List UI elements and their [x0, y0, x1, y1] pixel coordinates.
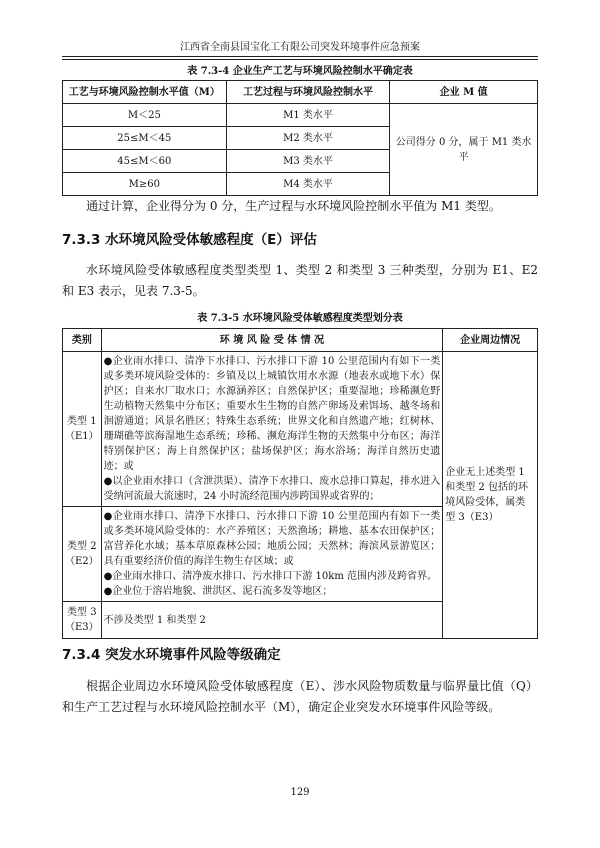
section-heading-7-3-3: 7.3.3 水环境风险受体敏感程度（E）评估	[62, 232, 317, 248]
table1-cell: M4 类水平	[226, 173, 390, 196]
table1-col2-header: 工艺过程与环境风险控制水平	[226, 81, 390, 104]
section-heading-7-3-4: 7.3.4 突发水环境事件风险等级确定	[62, 647, 281, 663]
e2-bullet-3: ●企业位于溶岩地貌、泄洪区、泥石流多发等地区；	[103, 586, 333, 597]
table2-surroundings-cell: 企业无上述类型 1 和类型 2 包括的环境风险受体，属类型 3（E3）	[443, 352, 538, 639]
paragraph-2: 水环境风险受体敏感程度类型类型 1、类型 2 和类型 3 三种类型，分别为 E1、E2 和 E3 表示，见表 7.3-5。	[62, 263, 538, 298]
table2	[62, 328, 538, 639]
table2-header-row	[63, 329, 538, 352]
table2-col3-header: 企业周边情况	[443, 329, 538, 352]
table2-category-e2: 类型 2（E2）	[63, 507, 102, 602]
table1-merged-cell: 公司得分 0 分，属于 M1 类水平	[390, 104, 538, 196]
e1-bullet-1: ●企业雨水排口、清净下水排口、污水排口下游 10 公里范围内有如下一类或多类环境风险受体的：乡镇及以上城镇饮用水水源（地表水或地下水）保护区；自来水厂取水口；水源涵养区；自然保护区；重要湿地；珍稀濒危野生动植物天然集中分布区；重要水生生物的自然产卵场及索饵场、越冬场和洄游通道；风景名胜区；特殊生态系统；世界文化和自然遗产地；红树林、珊瑚礁等滨海湿地生态系统；珍稀、濒危海洋生物的天然集中分布区；海洋特别保护区；海上自然保护区；盐场保护区；海水浴场；海洋自然历史遗迹；或	[103, 356, 441, 472]
table1-col1-header: 工艺与环境风险控制水平值（M）	[63, 81, 227, 104]
paragraph-3: 根据企业周边水环境风险受体敏感程度（E）、涉水风险物质数量与临界量比值（Q）和生产工艺过程与水环境风险控制水平（M），确定企业突发水环境事件风险等级。	[62, 679, 538, 714]
table-row	[63, 352, 538, 507]
table1-header-row	[63, 81, 538, 104]
table1-cell: M2 类水平	[226, 127, 390, 150]
table2-caption: 表 7.3-5 水环境风险受体敏感程度类型划分表	[197, 313, 403, 324]
table2-e1-description	[101, 352, 443, 507]
table1-cell: M1 类水平	[226, 104, 390, 127]
table1-cell: 45≤M＜60	[63, 150, 227, 173]
table2-category-e3: 类型 3（E3）	[63, 602, 102, 639]
paragraph-1: 通过计算，企业得分为 0 分，生产过程与水环境风险控制水平值为 M1 类型。	[86, 199, 501, 213]
table2-category-e1: 类型 1（E1）	[63, 352, 102, 507]
page-number: 129	[290, 787, 310, 798]
e1-bullet-2: ●以企业雨水排口（含泄洪渠）、清净下水排口、废水总排口算起，排水进入受纳河流最大流速时，24 小时流经范围内涉跨国界或省界的；	[103, 476, 441, 502]
page-header: 江西省全南县国宝化工有限公司突发环境事件应急预案	[62, 38, 538, 57]
table2-e3-description: 不涉及类型 1 和类型 2	[101, 602, 443, 639]
table-row	[63, 104, 538, 127]
table1-col3-header: 企业 M 值	[390, 81, 538, 104]
table1-cell: M3 类水平	[226, 150, 390, 173]
e2-bullet-1: ●企业雨水排口、清净下水排口、污水排口下游 10 公里范围内有如下一类或多类环境风险受体的：水产养殖区；天然渔场；耕地、基本农田保护区；富营养化水域；基本草原森林公园；地质公园；天然林；海滨风景游览区；具有重要经济价值的海洋生物生存区域；或	[103, 511, 441, 567]
table2-col2-header: 环 境 风 险 受 体 情 况	[101, 329, 443, 352]
table2-col1-header: 类别	[63, 329, 102, 352]
table2-e2-description	[101, 507, 443, 602]
e2-bullet-2: ●企业雨水排口、清净废水排口、污水排口下游 10km 范围内涉及跨省界。	[103, 571, 438, 582]
table1-caption: 表 7.3-4 企业生产工艺与环境风险控制水平确定表	[187, 66, 413, 77]
table1	[62, 80, 538, 196]
table1-cell: M＜25	[63, 104, 227, 127]
table1-cell: M≥60	[63, 173, 227, 196]
table1-cell: 25≤M＜45	[63, 127, 227, 150]
